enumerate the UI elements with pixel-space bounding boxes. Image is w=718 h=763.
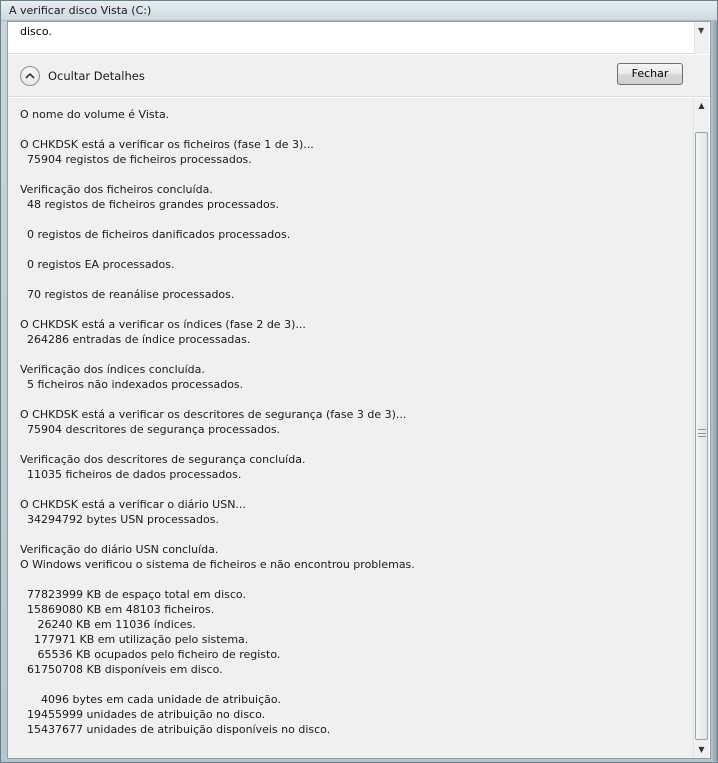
log-text: O nome do volume é Vista. O CHKDSK está a verificar os ficheiros (fase 1 de 3)... 75904 registos de ficheiros processados. Verificação dos ficheiros concluída. 48 registos de ficheiros grandes processados. 0 registos de ficheiros danificados processados. 0 registos EA processados. 70 registos de reanálise processados. O CHKDSK está a verificar os índices (fase 2 de 3)... 264286 entradas de índice processadas. Verificação dos índices concluída. 5 ficheiros não indexados processados. O CHKDSK está a verificar os descritores de segurança (fase 3 de 3)... 75904 descritores de segurança processados. Verificação dos descritores de segurança concluída. 11035 ficheiros de dados processados. O CHKDSK está a verificar o diário USN... 34294792 bytes USN processados. Verificação do diário USN concluída. O Windows verificou o sistema de ficheiros e não encontrou problemas. 77823999 KB de espaço total em disco. 15869080 KB em 48103 ficheiros. 26240 KB em 11036 índices. 177971 KB em utilização pelo sistema. 65536 KB ocupados pelo ficheiro de registo. 61750708 KB disponíveis em disco. 4096 bytes em cada unidade de atribuição. 19455999 unidades de atribuição no disco. 15437677 unidades de atribuição disponíveis no disco. xyxy=(20,108,415,736)
chevron-up-icon xyxy=(25,71,35,81)
title-bar[interactable] xyxy=(1,1,717,21)
summary-scrollbar[interactable] xyxy=(694,22,709,54)
dialog-content xyxy=(7,21,711,759)
hide-details-label[interactable]: Ocultar Detalhes xyxy=(48,69,145,83)
scroll-down-arrow-icon[interactable]: ▼ xyxy=(698,745,705,754)
close-button[interactable]: Fechar xyxy=(617,63,683,85)
summary-text: disco. xyxy=(20,25,52,38)
log-scrollbar[interactable] xyxy=(693,98,709,758)
scroll-up-arrow-icon[interactable]: ▲ xyxy=(698,101,705,110)
details-log[interactable] xyxy=(8,98,694,758)
hide-details-toggle[interactable] xyxy=(20,66,40,86)
grip-icon xyxy=(698,429,706,437)
window-title: A verificar disco Vista (C:) xyxy=(9,4,152,17)
summary-area xyxy=(8,22,694,54)
scroll-thumb[interactable] xyxy=(695,132,708,740)
scroll-down-arrow-icon[interactable]: ▼ xyxy=(698,26,705,35)
details-bar xyxy=(8,55,710,97)
window-frame-edge xyxy=(711,21,717,761)
